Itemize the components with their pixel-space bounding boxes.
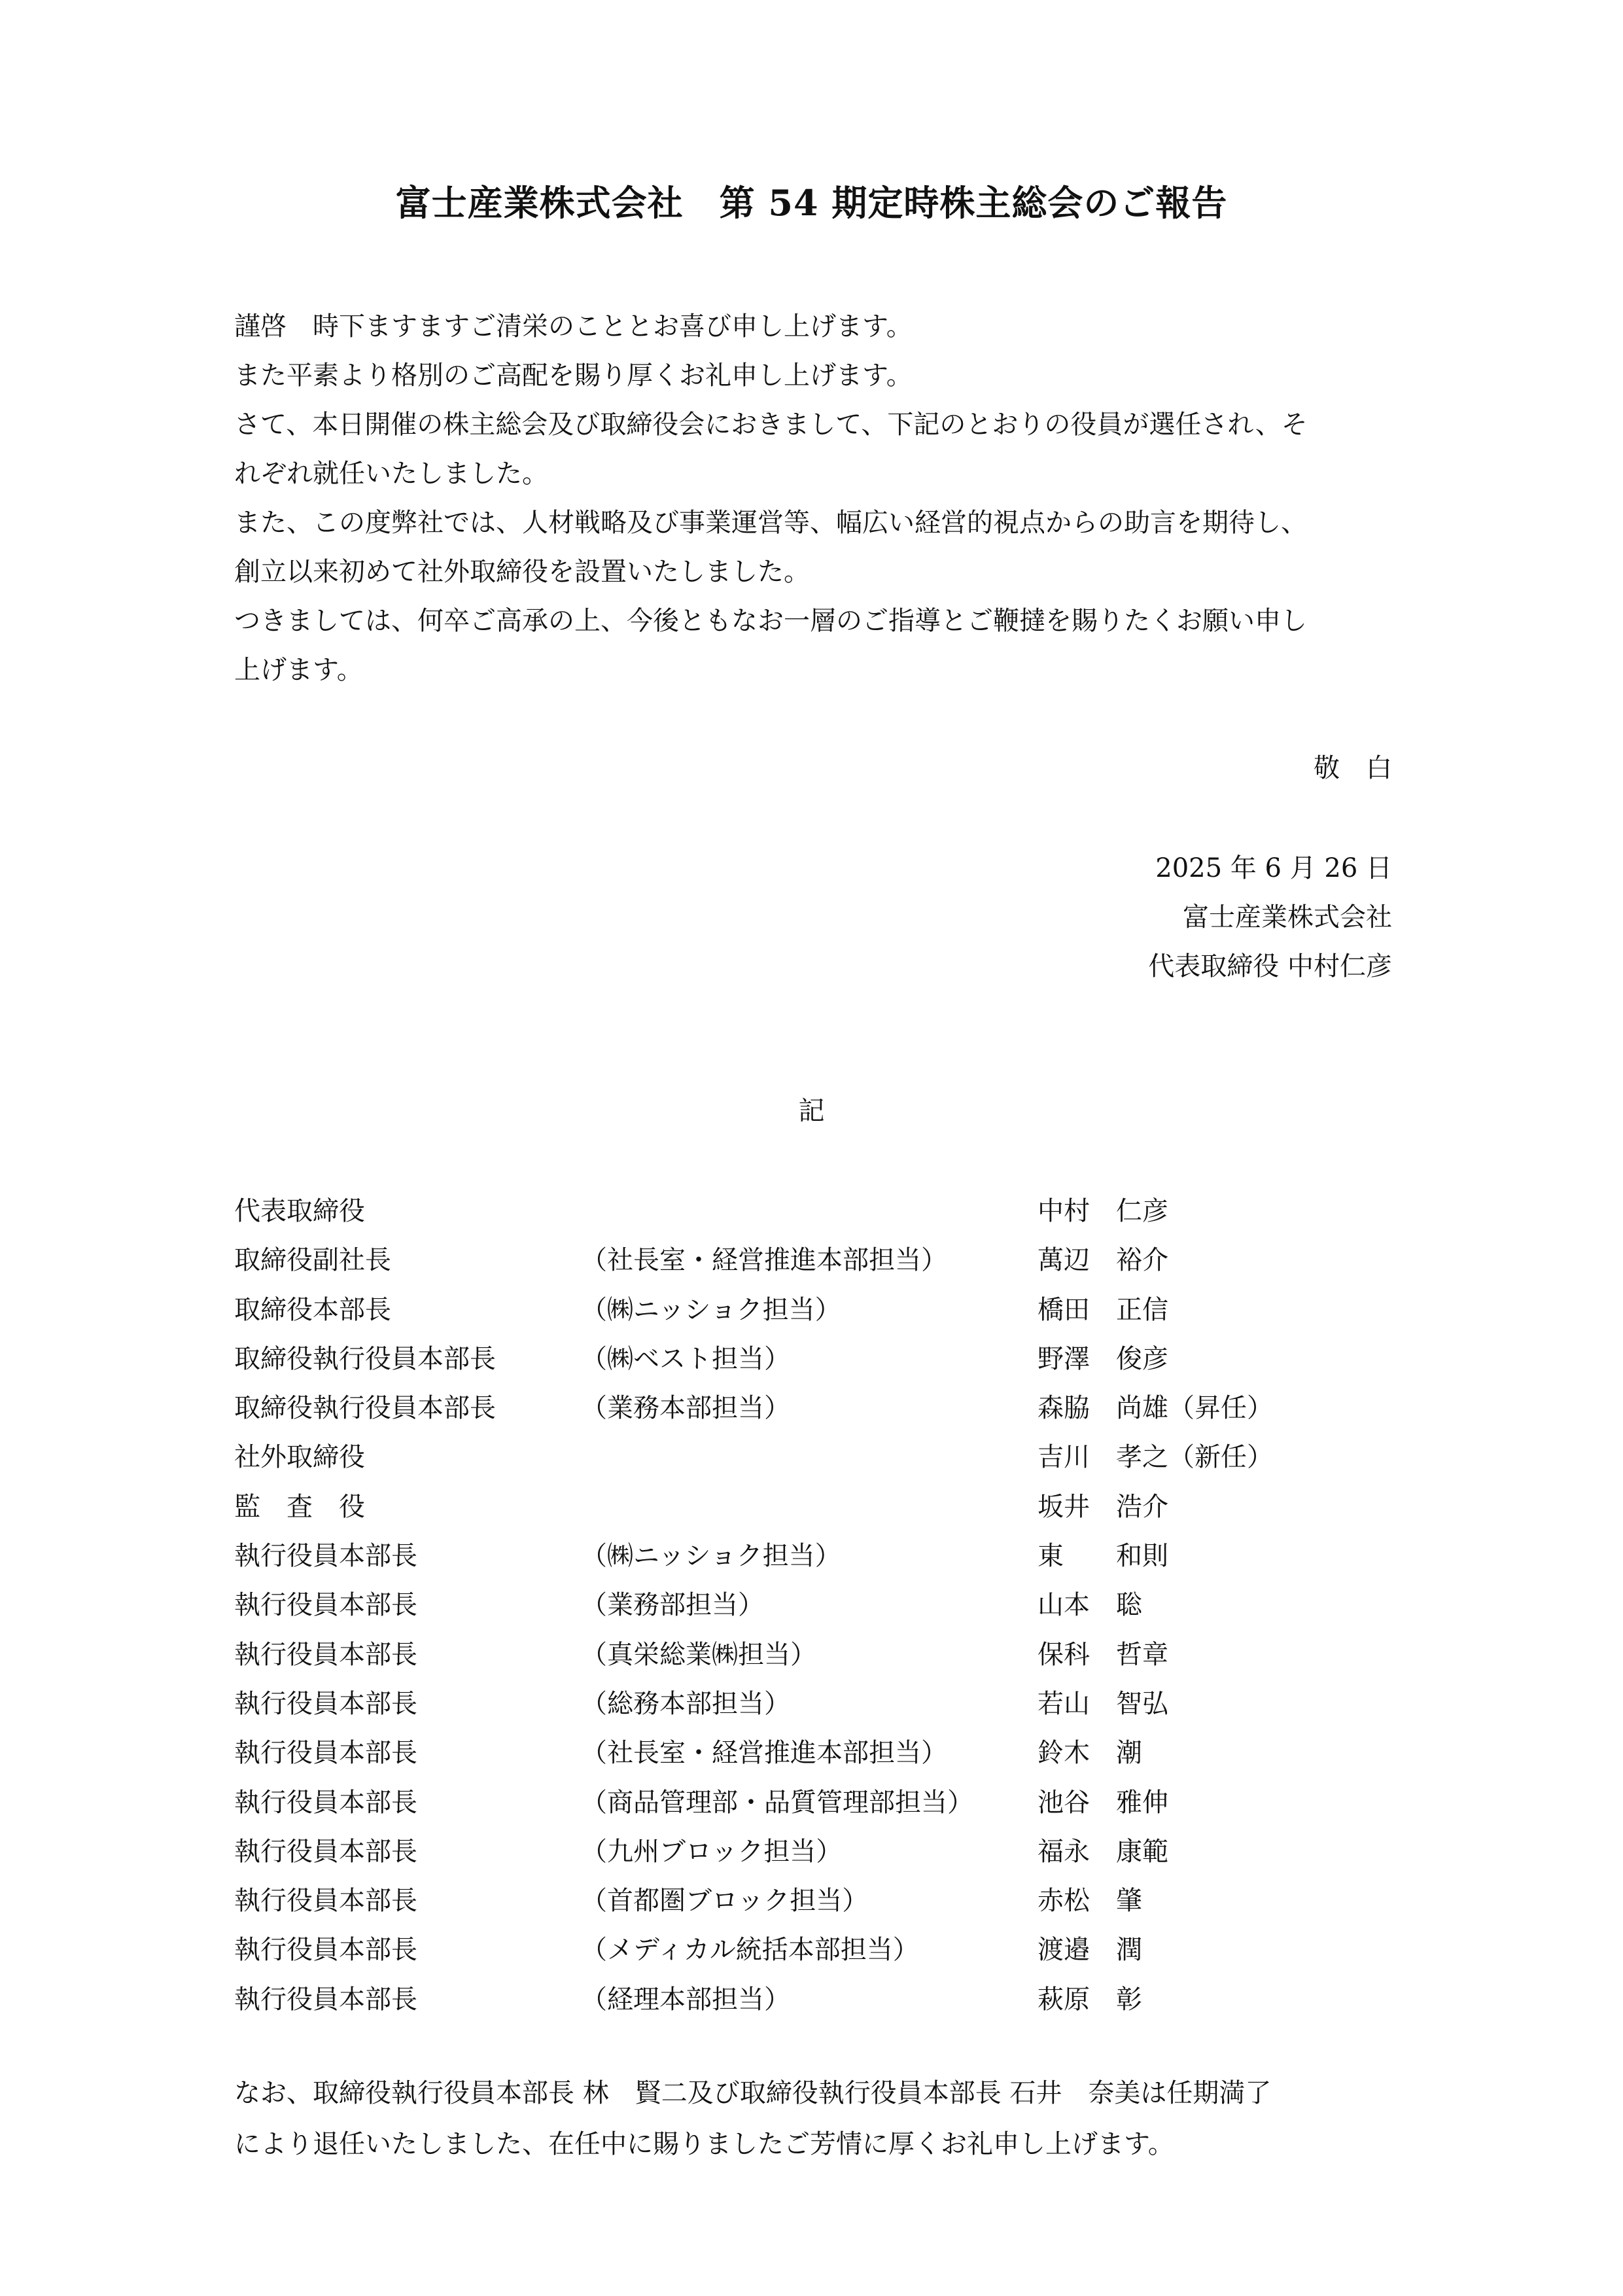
officer-name: 保科 哲章 — [1038, 1639, 1168, 1670]
officer-row — [234, 1877, 1392, 1926]
officer-title: 取締役副社長 — [234, 1245, 391, 1276]
retirement-note — [234, 2068, 1405, 2170]
signature-block — [1148, 844, 1392, 991]
officer-department: （㈱ベスト担当） — [581, 1343, 790, 1374]
officer-title: 執行役員本部長 — [234, 1541, 417, 1572]
officer-title: 取締役執行役員本部長 — [234, 1393, 496, 1424]
officer-name: 坂井 浩介 — [1038, 1491, 1168, 1522]
officer-row — [234, 1483, 1392, 1532]
officer-department: （業務本部担当） — [581, 1393, 790, 1424]
officer-row — [234, 1286, 1392, 1335]
officer-name: 森脇 尚雄（昇任） — [1038, 1393, 1273, 1424]
officer-name: 萩原 彰 — [1038, 1984, 1142, 2015]
officer-title: 執行役員本部長 — [234, 1886, 417, 1916]
officer-name: 鈴木 潮 — [1038, 1738, 1142, 1769]
body-line: 謹啓 時下ますますご清栄のこととお喜び申し上げます。 — [234, 311, 913, 342]
body-line: 上げます。 — [234, 655, 363, 685]
officer-title: 執行役員本部長 — [234, 1688, 417, 1719]
officer-name: 渡邉 潤 — [1038, 1935, 1142, 1966]
officer-row — [234, 1335, 1392, 1384]
officer-row — [234, 1581, 1392, 1630]
officer-title: 監 査 役 — [234, 1491, 365, 1522]
officer-row — [234, 1236, 1392, 1285]
officer-name: 東 和則 — [1038, 1541, 1168, 1572]
officer-name: 吉川 孝之（新任） — [1038, 1442, 1273, 1473]
officer-row — [234, 1975, 1392, 2024]
officer-title: 執行役員本部長 — [234, 1787, 417, 1818]
officer-department: （九州ブロック担当） — [581, 1836, 843, 1867]
officer-list — [234, 1187, 1392, 2024]
body-line: つきましては、何卒ご高承の上、今後ともなお一層のご指導とご鞭撻を賜りたくお願い申し — [234, 606, 1307, 636]
officer-department: （経理本部担当） — [581, 1984, 790, 2015]
officer-name: 野澤 俊彦 — [1038, 1343, 1168, 1374]
officer-name: 中村 仁彦 — [1038, 1196, 1168, 1226]
officer-department: （真栄総業㈱担当） — [581, 1639, 816, 1670]
officer-title: 社外取締役 — [234, 1442, 365, 1473]
officer-name: 山本 聡 — [1038, 1590, 1142, 1621]
officer-row — [234, 1532, 1392, 1581]
officer-row — [234, 1384, 1392, 1433]
officer-title: 執行役員本部長 — [234, 1836, 417, 1867]
officer-department: （首都圏ブロック担当） — [581, 1886, 869, 1916]
officer-name: 若山 智弘 — [1038, 1688, 1168, 1719]
footnote-line: により退任いたしました、在任中に賜りましたご芳情に厚くお礼申し上げます。 — [234, 2129, 1174, 2159]
officer-row — [234, 1631, 1392, 1680]
signature-date: 2025 年 6 月 26 日 — [1155, 853, 1392, 883]
officer-department: （㈱ニッショク担当） — [581, 1541, 841, 1572]
body-line: また、この度弊社では、人材戦略及び事業運営等、幅広い経営的視点からの助言を期待し、 — [234, 508, 1307, 538]
body-line: れぞれ就任いたしました。 — [234, 459, 548, 489]
footnote-line: なお、取締役執行役員本部長 林 賢二及び取締役執行役員本部長 石井 奈美は任期満了 — [234, 2078, 1272, 2108]
signature-representative: 代表取締役 中村仁彦 — [1148, 951, 1392, 981]
officer-title: 執行役員本部長 — [234, 1984, 417, 2015]
closing-phrase: 敬白 — [1314, 753, 1418, 783]
officer-department: （社長室・経営推進本部担当） — [581, 1738, 947, 1769]
body-line: さて、本日開催の株主総会及び取締役会におきまして、下記のとおりの役員が選任され、そ — [234, 410, 1308, 440]
officer-row — [234, 1680, 1392, 1729]
document-title: 富士産業株式会社 第 54 期定時株主総会のご報告 — [395, 182, 1228, 224]
officer-name: 萬辺 裕介 — [1038, 1245, 1168, 1276]
officer-row — [234, 1778, 1392, 1828]
body-line: 創立以来初めて社外取締役を設置いたしました。 — [234, 557, 810, 587]
ki-heading: 記 — [798, 1096, 825, 1126]
officer-name: 橋田 正信 — [1038, 1294, 1168, 1325]
officer-row — [234, 1828, 1392, 1877]
officer-title: 取締役本部長 — [234, 1294, 391, 1325]
officer-name: 赤松 肇 — [1038, 1886, 1142, 1916]
officer-department: （商品管理部・品質管理部担当） — [581, 1787, 973, 1818]
officer-row — [234, 1926, 1392, 1975]
officer-department: （㈱ニッショク担当） — [581, 1294, 841, 1325]
officer-name: 福永 康範 — [1038, 1836, 1168, 1867]
officer-title: 執行役員本部長 — [234, 1738, 417, 1769]
officer-title: 執行役員本部長 — [234, 1639, 417, 1670]
officer-department: （業務部担当） — [581, 1590, 764, 1621]
officer-title: 執行役員本部長 — [234, 1590, 417, 1621]
signature-company: 富士産業株式会社 — [1183, 902, 1392, 932]
officer-row — [234, 1729, 1392, 1778]
body-line: また平素より格別のご高配を賜り厚くお礼申し上げます。 — [234, 361, 913, 391]
officer-title: 執行役員本部長 — [234, 1935, 417, 1966]
officer-department: （社長室・経営推進本部担当） — [581, 1245, 947, 1276]
officer-row — [234, 1187, 1392, 1236]
officer-department: （総務本部担当） — [581, 1688, 790, 1719]
officer-row — [234, 1433, 1392, 1482]
officer-department: （メディカル統括本部担当） — [581, 1935, 919, 1966]
greeting-body — [234, 302, 1392, 695]
officer-title: 取締役執行役員本部長 — [234, 1343, 496, 1374]
officer-name: 池谷 雅伸 — [1038, 1787, 1168, 1818]
officer-title: 代表取締役 — [234, 1196, 365, 1226]
